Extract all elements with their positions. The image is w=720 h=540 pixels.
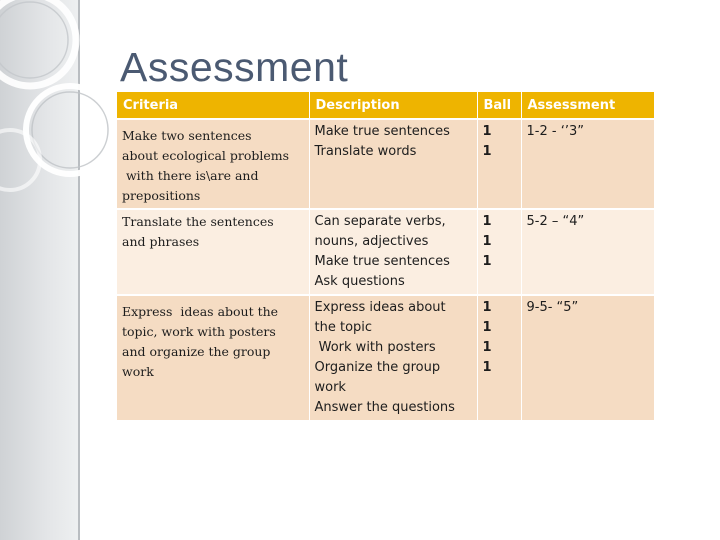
description-cell — [309, 295, 477, 420]
ball-cell — [477, 295, 521, 420]
assessment-cell — [521, 209, 654, 295]
criteria-line: work — [122, 364, 154, 379]
ball-value: 1 — [482, 360, 492, 375]
table-row — [117, 209, 654, 295]
assessment-value: 5-2 – “4” — [526, 214, 585, 229]
criteria-line: and organize the group — [122, 344, 271, 359]
ball-value: 1 — [482, 214, 492, 229]
header-criteria: Criteria — [117, 92, 309, 119]
description-line: Ask questions — [314, 274, 405, 289]
assessment-value: 1-2 - ‘’3” — [526, 124, 584, 139]
description-line: work — [314, 380, 346, 395]
description-line: nouns, adjectives — [314, 234, 429, 249]
ball-cell — [477, 119, 521, 209]
header-ball: Ball — [477, 92, 521, 119]
description-line: Make true sentences — [314, 124, 450, 139]
description-line: Work with posters — [314, 340, 436, 355]
criteria-line: Translate the sentences — [122, 214, 274, 229]
criteria-line: about ecological problems — [122, 148, 290, 163]
ball-value: 1 — [482, 124, 492, 139]
header-description: Description — [309, 92, 477, 119]
criteria-line: Express ideas about the — [122, 304, 279, 319]
description-line: Answer the questions — [314, 400, 455, 415]
description-line: Translate words — [314, 144, 417, 159]
description-line: Express ideas about — [314, 300, 446, 315]
criteria-line: prepositions — [122, 188, 201, 203]
ball-value: 1 — [482, 300, 492, 315]
ball-value: 1 — [482, 144, 492, 159]
table-row — [117, 295, 654, 420]
ball-value: 1 — [482, 254, 492, 269]
description-line: the topic — [314, 320, 373, 335]
criteria-cell — [117, 295, 309, 420]
assessment-value: 9-5- “5” — [526, 300, 579, 315]
ball-value: 1 — [482, 340, 492, 355]
table-header-row — [117, 92, 654, 119]
criteria-line: with there is\are and — [122, 168, 259, 183]
criteria-line: and phrases — [122, 234, 200, 249]
description-line: Can separate verbs, — [314, 214, 446, 229]
ball-cell — [477, 209, 521, 295]
description-cell — [309, 119, 477, 209]
criteria-cell — [117, 209, 309, 295]
assessment-cell — [521, 119, 654, 209]
assessment-cell — [521, 295, 654, 420]
description-line: Make true sentences — [314, 254, 450, 269]
description-line: Organize the group — [314, 360, 441, 375]
assessment-table — [117, 92, 655, 420]
slide-title: Assessment — [120, 44, 349, 90]
header-assessment: Assessment — [521, 92, 654, 119]
criteria-line: Make two sentences — [122, 128, 252, 143]
criteria-cell — [117, 119, 309, 209]
description-cell — [309, 209, 477, 295]
ball-value: 1 — [482, 234, 492, 249]
criteria-line: topic, work with posters — [122, 324, 276, 339]
table-row — [117, 119, 654, 209]
ball-value: 1 — [482, 320, 492, 335]
